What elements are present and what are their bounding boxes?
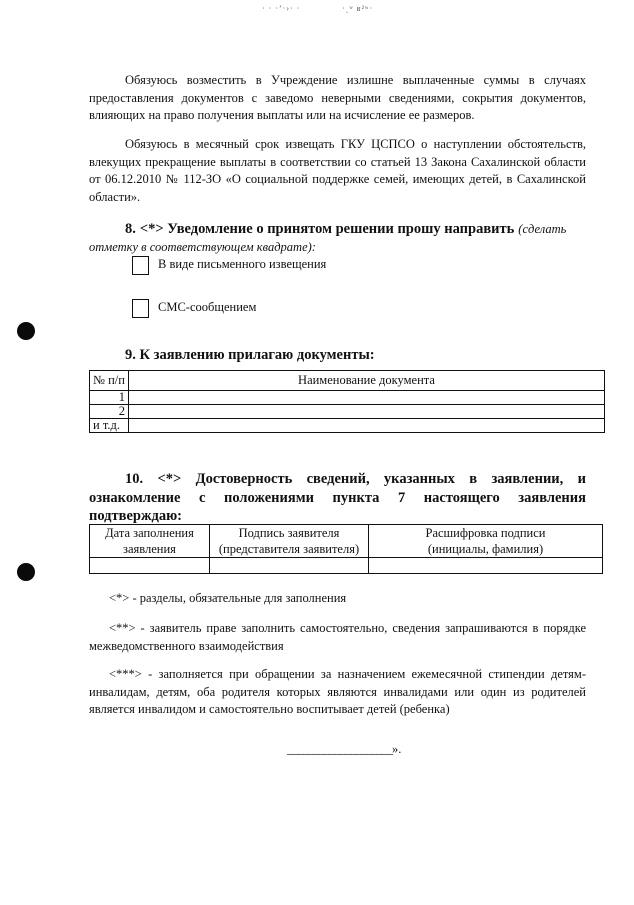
document-name-cell[interactable] bbox=[129, 405, 605, 419]
document-name-cell[interactable] bbox=[129, 419, 605, 433]
section-8-heading bbox=[89, 220, 586, 256]
checkbox-written-notice[interactable] bbox=[132, 256, 149, 275]
checkbox-label-sms: СМС-сообщением bbox=[158, 300, 257, 314]
scan-artifact: · · ·ʼ·›· · bbox=[262, 4, 301, 13]
header-line: Дата заполнения bbox=[105, 526, 194, 540]
column-header-signature-decoding bbox=[369, 525, 603, 558]
closing-line bbox=[287, 742, 401, 757]
table-header-row bbox=[90, 371, 605, 391]
punch-hole bbox=[17, 563, 35, 581]
section-9-heading: 9. К заявлению прилагаю документы: bbox=[125, 347, 375, 363]
checkbox-label-written-notice: В виде письменного извещения bbox=[158, 257, 327, 271]
date-cell[interactable] bbox=[90, 558, 210, 574]
closing-quote: ». bbox=[392, 742, 402, 756]
row-number: 2 bbox=[90, 405, 129, 419]
section-note: (сделать отметку в соответствующем квадрате): bbox=[89, 222, 567, 254]
header-line: (представителя заявителя) bbox=[218, 542, 360, 556]
table-row bbox=[90, 558, 603, 574]
scan-artifact: ·ˎʷ ʁ²ʷ· bbox=[342, 4, 374, 13]
signature-decoding-cell[interactable] bbox=[369, 558, 603, 574]
header-line: (инициалы, фамилия) bbox=[427, 542, 544, 556]
documents-table bbox=[89, 370, 605, 433]
blank-line: ____________________ bbox=[287, 742, 392, 756]
obligation-paragraph-notify: Обязуюсь в месячный срок извещать ГКУ ЦСПСО о наступлении обстоятельств, влекущих прекращение выплаты в соответствии со статьей 13 Закона Сахалинской области от 06.12.2010 № 112-ЗО «О социальной поддержке семей, имеющих детей, в Сахалинской области». bbox=[89, 137, 586, 204]
obligation-paragraph-refund: Обязуюсь возместить в Учреждение излишне выплаченные суммы в случаях предоставления документов с заведомо неверными сведениями, сокрытия документов, влияющих на право получения выплаты или на исчисление ее размеров. bbox=[89, 73, 586, 122]
signature-cell[interactable] bbox=[210, 558, 369, 574]
row-number: и т.д. bbox=[90, 419, 129, 433]
table-header-row bbox=[90, 525, 603, 558]
column-header-signature bbox=[210, 525, 369, 558]
table-row bbox=[90, 419, 605, 433]
document-name-cell[interactable] bbox=[129, 391, 605, 405]
footnote-optional: <**> - заявитель праве заполнить самостоятельно, сведения запрашиваются в порядке межведомственного взаимодействия bbox=[89, 621, 586, 653]
footnote-required: <*> - разделы, обязательные для заполнения bbox=[109, 591, 347, 605]
row-number: 1 bbox=[90, 391, 129, 405]
punch-hole bbox=[17, 322, 35, 340]
section-10-heading: 10. <*> Достоверность сведений, указанных в заявлении, и ознакомление с положениями пункта 7 настоящего заявления подтверждаю: bbox=[89, 471, 586, 524]
header-line: заявления bbox=[123, 542, 176, 556]
section-title: <*> Уведомление о принятом решении прошу направить bbox=[139, 221, 515, 237]
header-line: Подпись заявителя bbox=[238, 526, 340, 540]
column-header-date bbox=[90, 525, 210, 558]
footnote-scholarship: <***> - заполняется при обращении за назначением ежемесячной стипендии детям-инвалидам, детям, оба родителя которых являются инвалидами или один из родителей является инвалидом и самостоятельно воспитывает детей (ребенка) bbox=[89, 667, 586, 716]
confirmation-table bbox=[89, 524, 603, 574]
table-row bbox=[90, 391, 605, 405]
section-number: 8. bbox=[125, 221, 136, 237]
checkbox-sms[interactable] bbox=[132, 299, 149, 318]
header-line: Расшифровка подписи bbox=[425, 526, 546, 540]
column-header-document-name: Наименование документа bbox=[129, 371, 605, 391]
table-row bbox=[90, 405, 605, 419]
column-header-number: № п/п bbox=[90, 371, 129, 391]
